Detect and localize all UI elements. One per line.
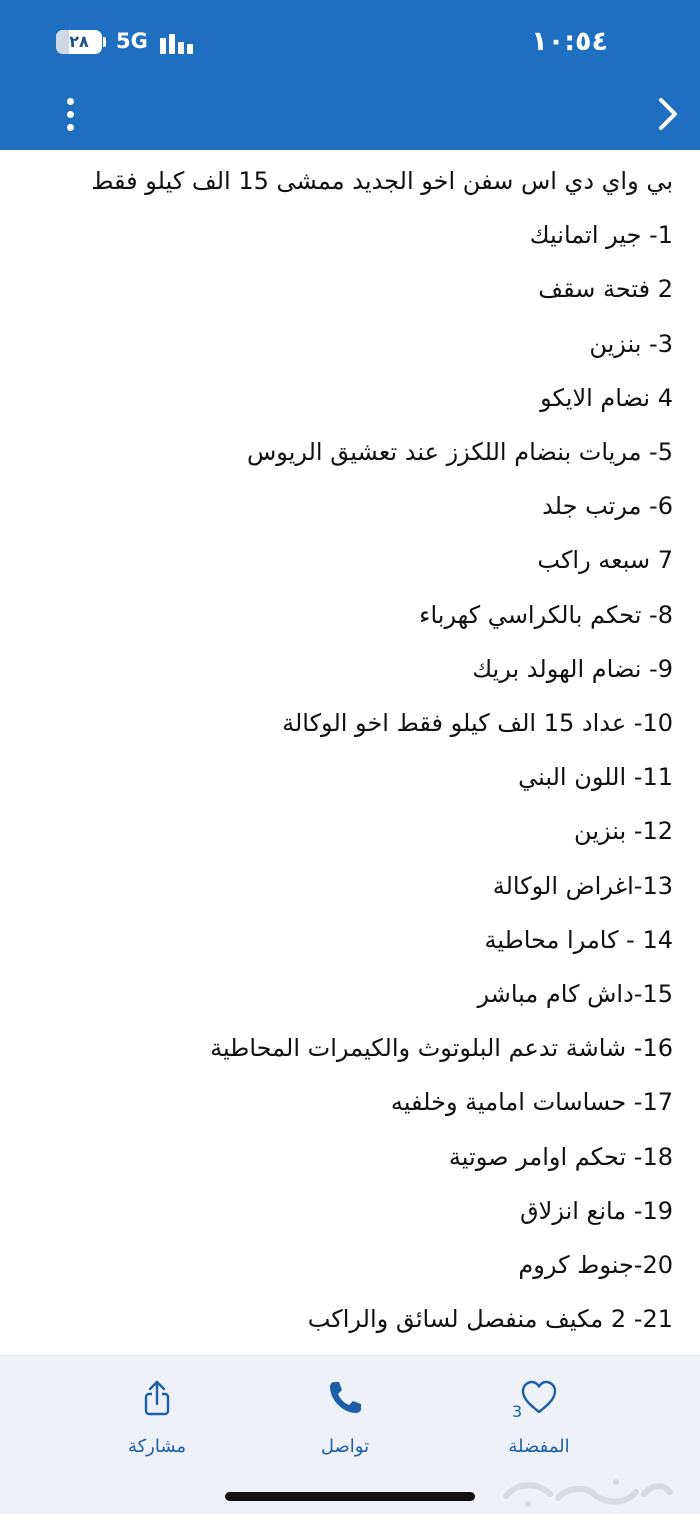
- feature-line: 20-جنوط كروم: [518, 1251, 673, 1279]
- back-button[interactable]: [652, 94, 682, 134]
- home-indicator: [225, 1492, 475, 1501]
- battery-indicator: [56, 30, 102, 54]
- signal-strength-icon: [160, 30, 200, 54]
- favorite-button[interactable]: [479, 1376, 599, 1456]
- feature-line: 13-اغراض الوكالة: [492, 872, 673, 900]
- feature-line: 2 فتحة سقف: [538, 275, 673, 303]
- favorite-label: المفضلة: [508, 1436, 570, 1457]
- feature-line: 6- مرتب جلد: [542, 492, 673, 520]
- battery-percent: ٢٨: [69, 32, 89, 51]
- battery-level-fill: [56, 30, 69, 54]
- feature-line: 11- اللون البني: [518, 763, 673, 791]
- contact-label: تواصل: [320, 1436, 370, 1457]
- feature-line: 18- تحكم اوامر صوتية: [448, 1143, 673, 1171]
- share-label: مشاركة: [127, 1436, 187, 1457]
- network-type: 5G: [116, 29, 148, 53]
- feature-line: 16- شاشة تدعم البلوتوث والكيمرات المحاطية: [210, 1034, 673, 1062]
- more-options-button[interactable]: [56, 94, 86, 134]
- feature-line: 17- حساسات امامية وخلفيه: [390, 1088, 673, 1116]
- feature-line: 3- بنزين: [589, 330, 673, 358]
- feature-line: 1- جير اتمانيك: [529, 221, 673, 249]
- phone-icon: [325, 1378, 365, 1418]
- haraj-watermark-logo: [498, 1474, 678, 1508]
- feature-line: 7 سبعه راكب: [537, 546, 673, 574]
- feature-line: 21- 2 مكيف منفصل لسائق والراكب: [307, 1305, 673, 1333]
- status-time: ١٠:٥٤: [531, 26, 608, 57]
- feature-line: 4 نضام الايكو: [540, 384, 673, 412]
- feature-line: 12- بنزين: [574, 817, 673, 845]
- feature-line: 19- مانع انزلاق: [520, 1197, 673, 1225]
- chevron-right-icon: [652, 94, 682, 134]
- share-icon: [137, 1378, 177, 1418]
- feature-line: 14 - كامرا محاطية: [484, 926, 673, 954]
- ad-title-line: بي واي دي اس سفن اخو الجديد ممشى 15 الف كيلو فقط: [91, 167, 673, 195]
- feature-line: 9- نضام الهولد بريك: [472, 655, 673, 683]
- favorite-count: 3: [512, 1402, 523, 1421]
- feature-line: 5- مريات بنضام اللكزز عند تعشيق الريوس: [247, 438, 673, 466]
- feature-line: 8- تحكم بالكراسي كهرباء: [419, 601, 673, 629]
- top-bar: [0, 0, 700, 150]
- battery-nub: [103, 37, 106, 47]
- heart-icon: [519, 1378, 559, 1418]
- ad-description: [0, 150, 700, 1355]
- contact-button[interactable]: [285, 1376, 405, 1456]
- share-button[interactable]: [97, 1376, 217, 1456]
- feature-line: 10- عداد 15 الف كيلو فقط اخو الوكالة: [282, 709, 673, 737]
- feature-line: 15-داش كام مباشر: [477, 980, 673, 1008]
